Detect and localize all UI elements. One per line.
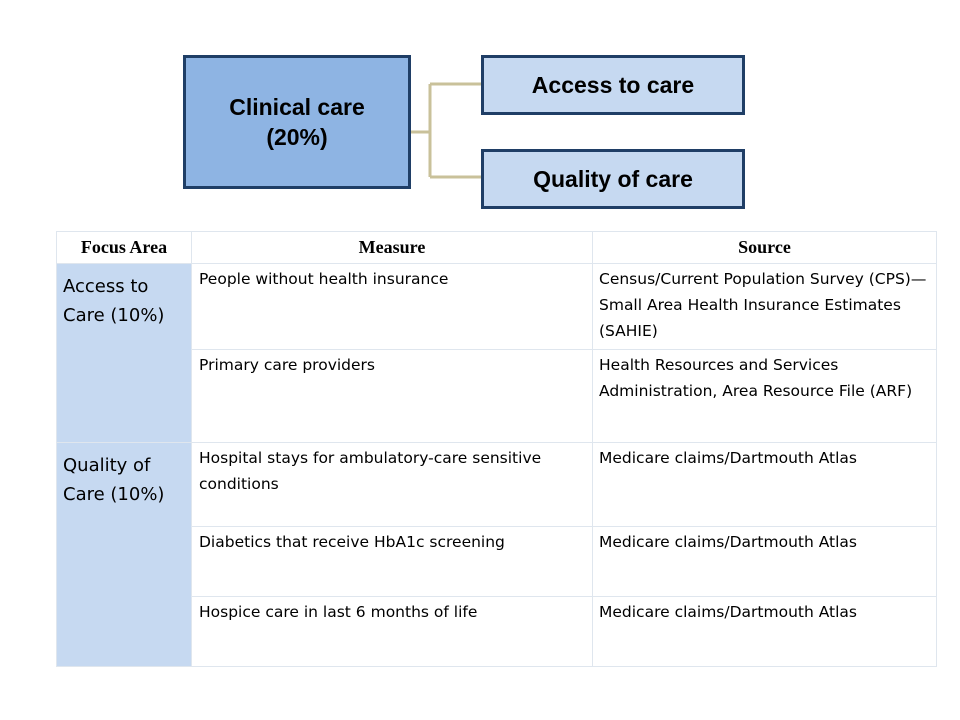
measures-table: [56, 231, 937, 667]
access-to-care-label: Access to care: [531, 71, 695, 98]
access-to-care-node: [481, 55, 745, 115]
measure-cell: People without health insurance: [192, 264, 593, 350]
source-cell: Health Resources and Services Administration, Area Resource File (ARF): [593, 350, 937, 443]
header-source: Source: [593, 232, 937, 264]
source-cell: Census/Current Population Survey (CPS)—Small Area Health Insurance Estimates (SAHIE): [593, 264, 937, 350]
table-row: [57, 264, 937, 350]
focus-area-quality: Quality of Care (10%): [57, 443, 192, 667]
quality-of-care-node: [481, 149, 745, 209]
measure-cell: Primary care providers: [192, 350, 593, 443]
header-measure: Measure: [192, 232, 593, 264]
measure-cell: Diabetics that receive HbA1c screening: [192, 527, 593, 597]
measure-cell: Hospice care in last 6 months of life: [192, 597, 593, 667]
measure-cell: Hospital stays for ambulatory-care sensitive conditions: [192, 443, 593, 527]
table-header-row: [57, 232, 937, 264]
source-cell: Medicare claims/Dartmouth Atlas: [593, 443, 937, 527]
source-cell: Medicare claims/Dartmouth Atlas: [593, 527, 937, 597]
clinical-care-node: [183, 55, 411, 189]
focus-area-access: Access to Care (10%): [57, 264, 192, 443]
source-cell: Medicare claims/Dartmouth Atlas: [593, 597, 937, 667]
connector-line: [411, 84, 481, 177]
clinical-care-label: Clinical care (20%): [229, 94, 365, 150]
quality-of-care-label: Quality of care: [533, 165, 693, 192]
header-focus-area: Focus Area: [57, 232, 192, 264]
table-row: [57, 443, 937, 527]
